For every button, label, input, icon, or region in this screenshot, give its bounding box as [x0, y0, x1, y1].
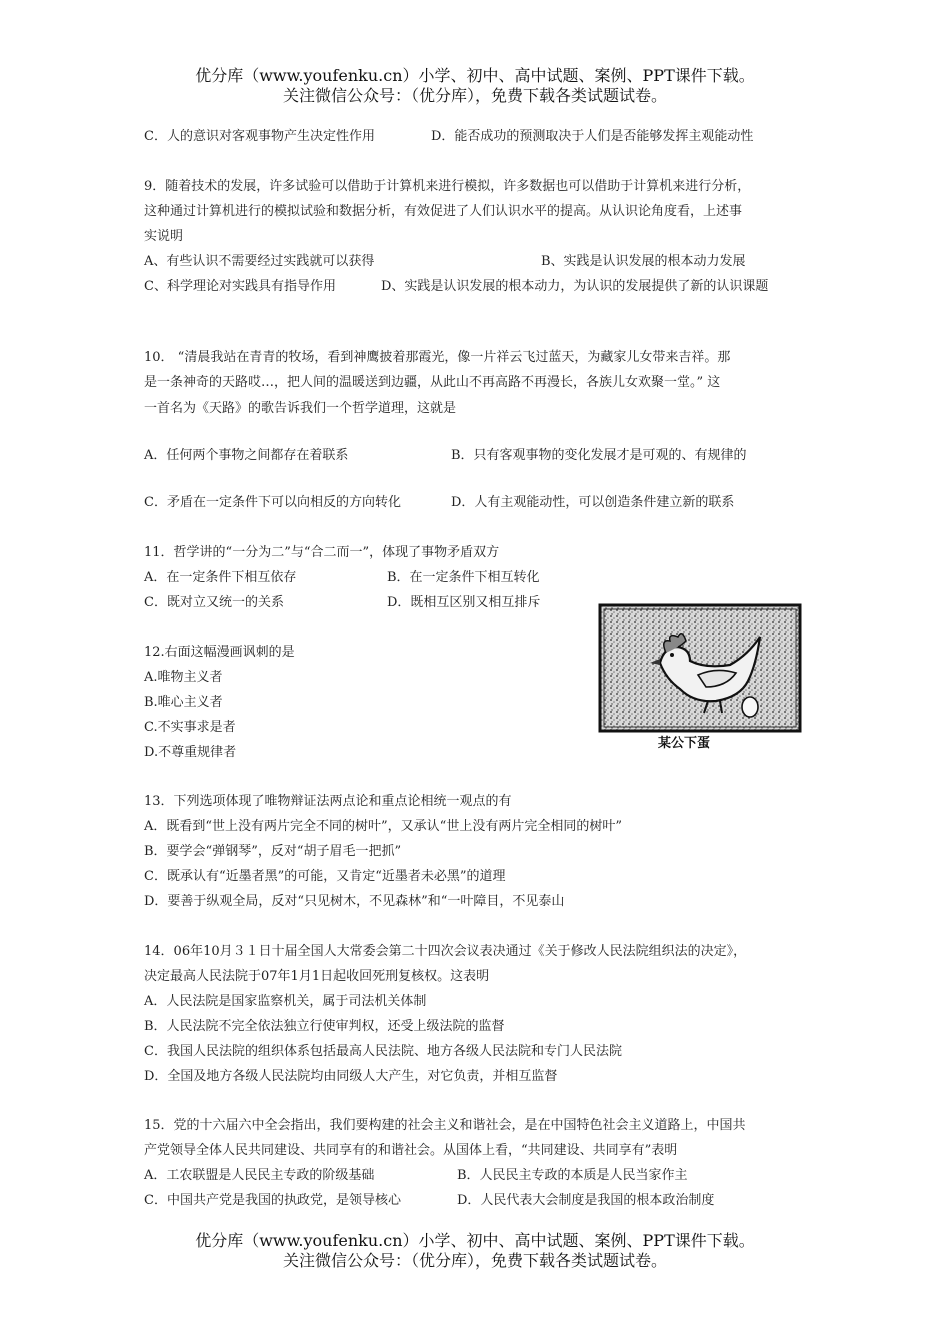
q13-option-d: D．要善于纵观全局，反对“只见树木，不见森林”和“一叶障目，不见泰山 — [144, 894, 565, 909]
q14-option-c: C．我国人民法院的组织体系包括最高人民法院、地方各级人民法院和专门人民法院 — [144, 1044, 622, 1059]
header-line-2: 关注微信公众号：（优分库），免费下载各类试题试卷。 — [282, 86, 667, 105]
q11-stem: 11．哲学讲的“一分为二”与“合二而一”，体现了事物矛盾双方 — [144, 545, 500, 560]
q15-option-a: A．工农联盟是人民民主专政的阶级基础 — [144, 1168, 375, 1183]
q9-stem-line-1: 9．随着技术的发展，许多试验可以借助于计算机来进行模拟，许多数据也可以借助于计算机来进行分析， — [144, 179, 751, 194]
q12-option-c: C.不实事求是者 — [144, 720, 236, 735]
q10-option-a: A．任何两个事物之间都存在着联系 — [144, 448, 349, 463]
q12-option-a: A.唯物主义者 — [144, 670, 223, 685]
footer-line-2: 关注微信公众号：（优分库），免费下载各类试题试卷。 — [282, 1251, 667, 1270]
q11-option-b: B．在一定条件下相互转化 — [387, 570, 540, 585]
q14-stem-line-1: 14．06年10月３１日十届全国人大常委会第二十四次会议表决通过《关于修改人民法院组织法的决定》， — [144, 944, 747, 959]
q9-option-d: D、实践是认识发展的根本动力，为认识的发展提供了新的认识课题 — [381, 279, 769, 294]
q12-stem: 12.右面这幅漫画讽刺的是 — [144, 645, 295, 660]
q13-option-c: C．既承认有“近墨者黑”的可能，又肯定“近墨者未必黑”的道理 — [144, 869, 506, 884]
q11-option-c: C．既对立又统一的关系 — [144, 595, 284, 610]
q15-option-b: B．人民民主专政的本质是人民当家作主 — [457, 1168, 688, 1183]
q14-option-a: A．人民法院是国家监察机关，属于司法机关体制 — [144, 994, 427, 1009]
q11-option-a: A．在一定条件下相互依存 — [144, 570, 297, 585]
q9-option-c: C、科学理论对实践具有指导作用 — [144, 279, 336, 294]
q15-stem-line-1: 15．党的十六届六中全会指出，我们要构建的社会主义和谐社会，是在中国特色社会主义道路上，中国共 — [144, 1118, 746, 1133]
q10-option-b: B．只有客观事物的变化发展才是可观的、有规律的 — [451, 448, 747, 463]
q10-stem-line-3: 一首名为《天路》的歌告诉我们一个哲学道理，这就是 — [144, 401, 457, 416]
cartoon-caption: 某公下蛋 — [657, 736, 711, 751]
q9-option-b: B、实践是认识发展的根本动力发展 — [541, 254, 746, 269]
q15-option-c: C．中国共产党是我国的执政党，是领导核心 — [144, 1193, 401, 1208]
footer-line-1: 优分库（www.youfenku.cn）小学、初中、高中试题、案例、PPT课件下载。 — [195, 1231, 755, 1250]
q8-option-d: D．能否成功的预测取决于人们是否能够发挥主观能动性 — [431, 129, 754, 144]
q9-stem-line-2: 这种通过计算机进行的模拟试验和数据分析，有效促进了人们认识水平的提高。从认识论角度看，上述事 — [144, 204, 743, 219]
q14-option-d: D．全国及地方各级人民法院均由同级人大产生，对它负责，并相互监督 — [144, 1069, 558, 1084]
header-line-1: 优分库（www.youfenku.cn）小学、初中、高中试题、案例、PPT课件下载。 — [195, 66, 755, 85]
q11-option-d: D．既相互区别又相互排斥 — [387, 595, 541, 610]
q10-stem-line-1: 10． “清晨我站在青青的牧场，看到神鹰披着那霞光，像一片祥云飞过蓝天，为藏家儿女带来吉祥。那 — [144, 350, 731, 365]
q13-option-b: B．要学会“弹钢琴”，反对“胡子眉毛一把抓” — [144, 844, 402, 859]
q12-option-d: D.不尊重规律者 — [144, 745, 237, 760]
q10-option-c: C．矛盾在一定条件下可以向相反的方向转化 — [144, 495, 401, 510]
q9-option-a: A、有些认识不需要经过实践就可以获得 — [144, 254, 375, 269]
q14-option-b: B．人民法院不完全依法独立行使审判权，还受上级法院的监督 — [144, 1019, 505, 1034]
q9-stem-line-3: 实说明 — [144, 229, 184, 244]
q8-option-c: C．人的意识对客观事物产生决定性作用 — [144, 129, 375, 144]
q15-option-d: D．人民代表大会制度是我国的根本政治制度 — [457, 1193, 715, 1208]
q10-stem-line-2: 是一条神奇的天路哎…，把人间的温暖送到边疆，从此山不再高路不再漫长，各族儿女欢聚一堂。” 这 — [144, 375, 721, 390]
q14-stem-line-2: 决定最高人民法院于07年1月1日起收回死刑复核权。这表明 — [144, 969, 490, 984]
q12-option-b: B.唯心主义者 — [144, 695, 223, 710]
q13-stem: 13．下列选项体现了唯物辩证法两点论和重点论相统一观点的有 — [144, 794, 512, 809]
cartoon-image — [598, 603, 808, 751]
q10-option-d: D．人有主观能动性，可以创造条件建立新的联系 — [451, 495, 735, 510]
q15-stem-line-2: 产党领导全体人民共同建设、共同享有的和谐社会。从国体上看，“共同建设、共同享有”表明 — [144, 1143, 678, 1158]
hen-laying-egg-cartoon — [598, 603, 808, 751]
q13-option-a: A．既看到“世上没有两片完全不同的树叶”，又承认“世上没有两片完全相同的树叶” — [144, 819, 622, 834]
